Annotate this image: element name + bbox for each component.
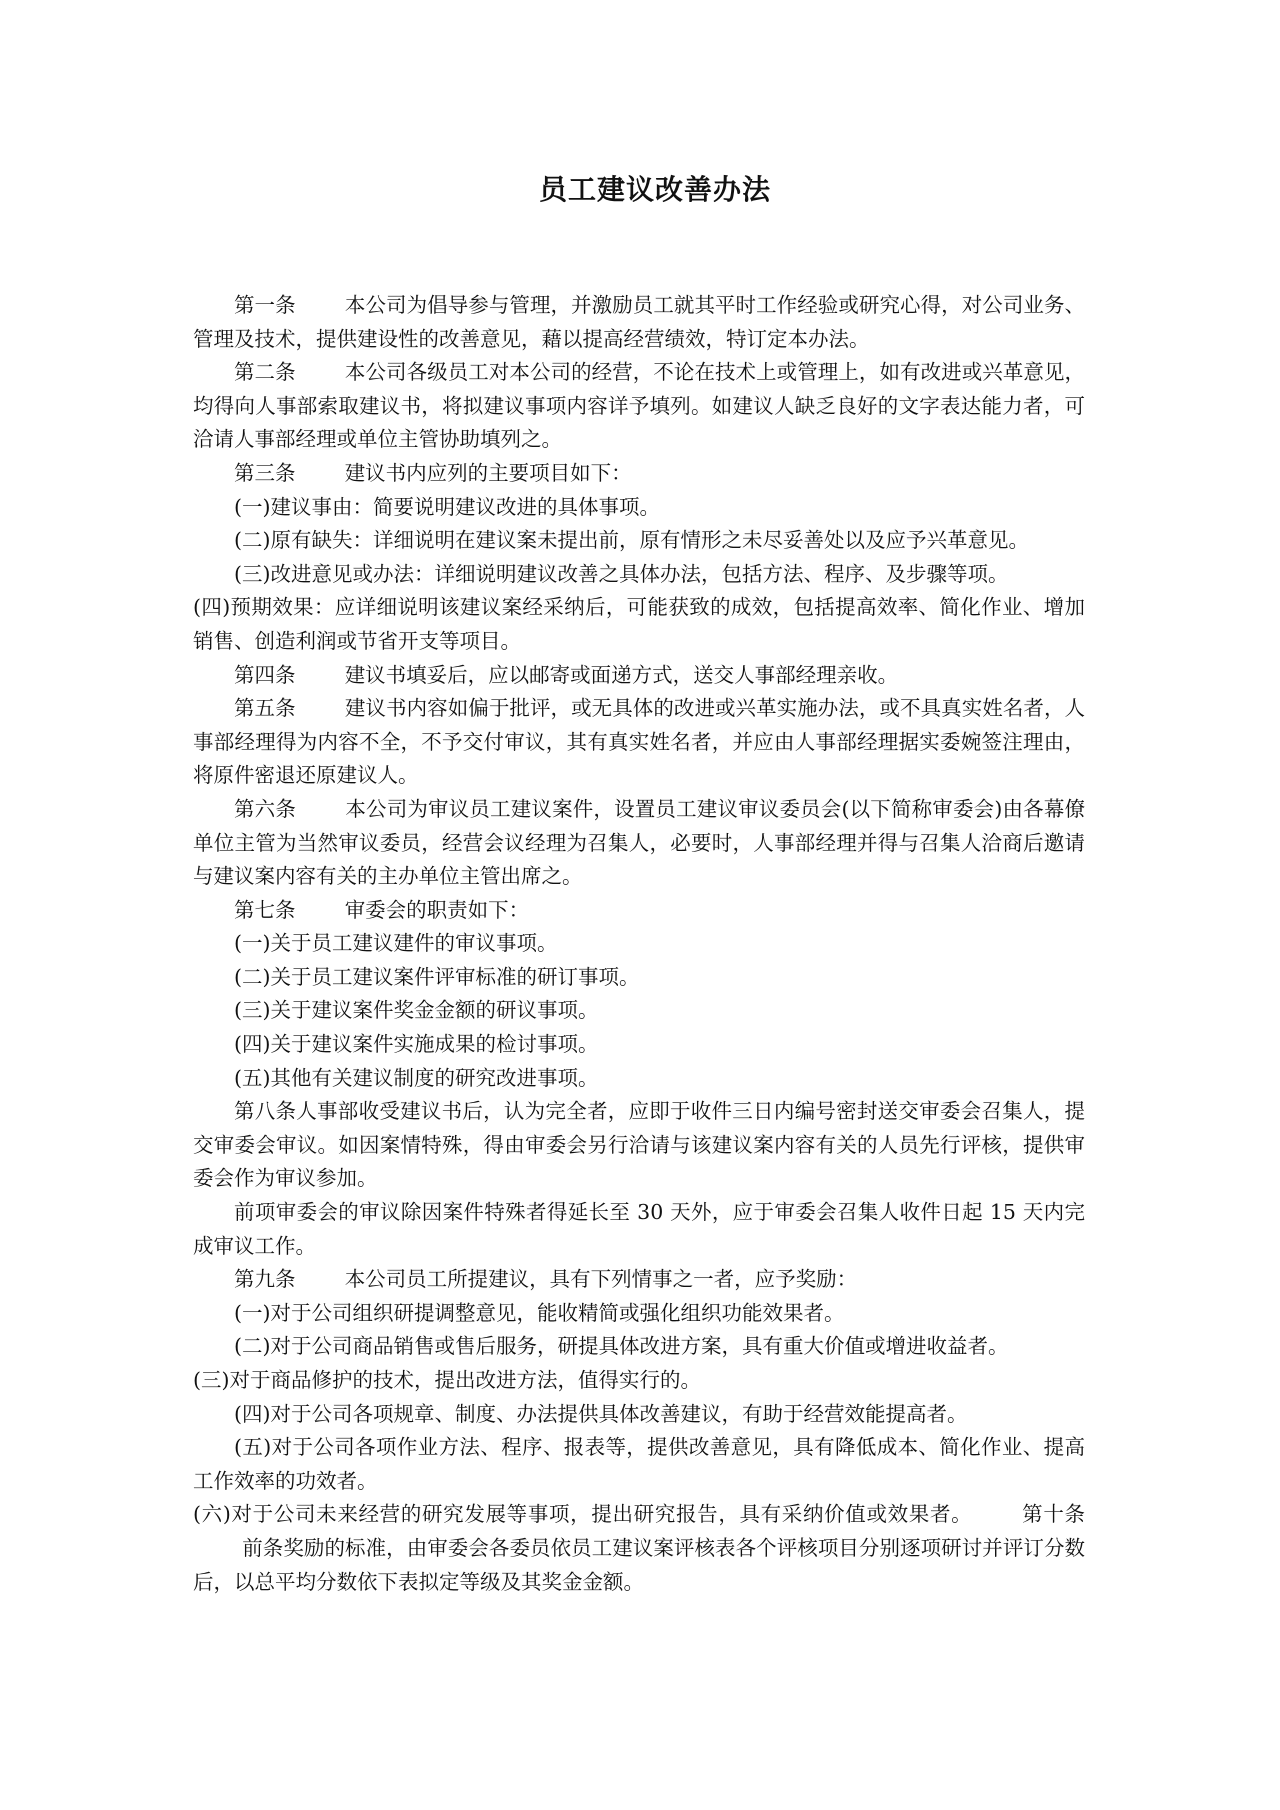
article-head: 第二条 — [234, 360, 296, 385]
list-item: (一)对于公司组织研提调整意见，能收精简或强化组织功能效果者。 — [234, 1300, 845, 1325]
article-5 — [193, 692, 1085, 793]
list-item: (四)预期效果：应详细说明该建议案经采纳后，可能获致的成效，包括提高效率、简化作业、增加销售、创造利润或节省开支等项目。 — [193, 595, 1085, 653]
article-4 — [193, 659, 1085, 693]
document-body — [193, 289, 1085, 1599]
list-item: (六)对于公司未来经营的研究发展等事项，提出研究报告，具有采纳价值或效果者。 — [193, 1502, 973, 1527]
list-item: (四)关于建议案件实施成果的检讨事项。 — [234, 1032, 599, 1057]
list-item: (一)建议事由：简要说明建议改进的具体事项。 — [234, 494, 660, 519]
article-text: 建议书内应列的主要项目如下： — [344, 460, 632, 485]
article-head: 第七条 — [234, 897, 296, 922]
list-item: (二)关于员工建议案件评审标准的研订事项。 — [234, 964, 640, 989]
article-head: 第五条 — [234, 696, 296, 721]
list-item: (三)关于建议案件奖金金额的研议事项。 — [234, 998, 599, 1023]
article-text: 本公司员工所提建议，具有下列情事之一者，应予奖励： — [344, 1267, 858, 1292]
list-item: (五)其他有关建议制度的研究改进事项。 — [234, 1065, 599, 1090]
article-head: 第十条 — [1021, 1502, 1085, 1527]
article-text: 前条奖励的标准，由审委会各委员依员工建议案评核表各个评核项目分别逐项研讨并评订分数后，以总平均分数依下表拟定等级及其奖金金额。 — [193, 1535, 1085, 1594]
list-item: (二)对于公司商品销售或售后服务，研提具体改进方案，具有重大价值或增进收益者。 — [234, 1334, 1009, 1359]
article-2 — [193, 356, 1085, 457]
list-item: (三)对于商品修护的技术，提出改进方法，值得实行的。 — [193, 1368, 701, 1392]
list-item: (四)对于公司各项规章、制度、办法提供具体改善建议，有助于经营效能提高者。 — [234, 1401, 968, 1426]
list-item: (二)原有缺失：详细说明在建议案未提出前，原有情形之未尽妥善处以及应予兴革意见。 — [234, 528, 1029, 553]
article-text: 建议书内容如偏于批评，或无具体的改进或兴革实施办法，或不具真实姓名者，人事部经理得为内容不全，不予交付审议，其有真实姓名者，并应由人事部经理据实委婉签注理由，将原件密退还原建议人。 — [193, 696, 1086, 788]
article-head: 第四条 — [234, 662, 296, 687]
list-item: (一)关于员工建议建件的审议事项。 — [234, 931, 558, 956]
article-head: 第九条 — [234, 1267, 296, 1292]
article-3 — [193, 457, 1085, 491]
article-8-continuation: 前项审委会的审议除因案件特殊者得延长至 30 天外，应于审委会召集人收件日起 15 天内完成审议工作。 — [193, 1200, 1085, 1258]
article-7 — [193, 894, 1085, 928]
article-8: 第八条人事部收受建议书后，认为完全者，应即于收件三日内编号密封送交审委会召集人，提交审委会审议。如因案情特殊，得由审委会另行洽请与该建议案内容有关的人员先行评核，提供审委会作为审议参加。 — [193, 1099, 1085, 1191]
list-item: (三)改进意见或办法：详细说明建议改善之具体办法，包括方法、程序、及步骤等项。 — [234, 561, 1009, 586]
article-text: 审委会的职责如下： — [344, 897, 530, 922]
article-text: 本公司为倡导参与管理，并激励员工就其平时工作经验或研究心得，对公司业务、管理及技术，提供建设性的改善意见，藉以提高经营绩效，特订定本办法。 — [193, 293, 1086, 351]
article-head: 第三条 — [234, 460, 296, 485]
article-6 — [193, 793, 1085, 894]
article-head: 第六条 — [234, 796, 297, 821]
article-text: 本公司为审议员工建议案件，设置员工建议审议委员会(以下简称审委会)由各幕僚单位主管为当然审议委员，经营会议经理为召集人，必要时，人事部经理并得与召集人洽商后邀请与建议案内容有关的主办单位主管出席之。 — [193, 796, 1085, 889]
article-head: 第一条 — [234, 293, 296, 317]
article-text: 本公司各级员工对本公司的经营，不论在技术上或管理上，如有改进或兴革意见，均得向人事部索取建议书，将拟建议事项内容详予填列。如建议人缺乏良好的文字表达能力者，可洽请人事部经理或单位主管协助填列之。 — [193, 360, 1086, 452]
article-9 — [193, 1263, 1085, 1297]
list-item-with-article-10 — [193, 1498, 1085, 1599]
article-text: 建议书填妥后，应以邮寄或面递方式，送交人事部经理亲收。 — [344, 662, 899, 687]
list-item: (五)对于公司各项作业方法、程序、报表等，提供改善意见，具有降低成本、简化作业、提高工作效率的功效者。 — [193, 1435, 1085, 1493]
article-1 — [193, 289, 1085, 356]
document-title: 员工建议改善办法 — [538, 173, 771, 206]
